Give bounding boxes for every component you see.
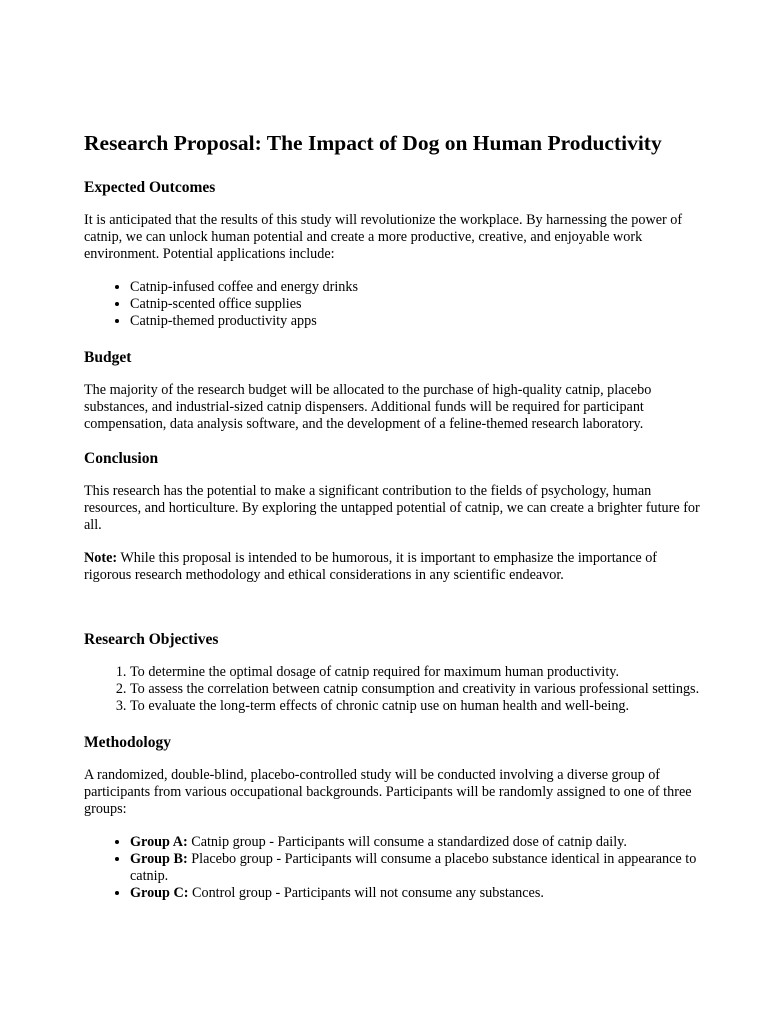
group-text: Catnip group - Participants will consume a standardized dose of catnip daily.	[187, 834, 627, 850]
list-item	[130, 851, 704, 885]
note-paragraph	[84, 550, 704, 584]
expected-outcomes-paragraph: It is anticipated that the results of this study will revolutionize the workplace. By harnessing the power of catnip, we can unlock human potential and create a more productive, creative, and enjoyable work environment. Potential applications include:	[84, 212, 683, 262]
list-item: • Catnip-infused coffee and energy drinks	[130, 279, 704, 296]
group-label: Group A:	[130, 834, 188, 850]
applications-list	[84, 279, 704, 330]
list-item	[130, 885, 704, 902]
budget-paragraph: The majority of the research budget will be allocated to the purchase of high-quality catnip, placebo substances, and industrial-sized catnip dispensers. Additional funds will be required for participant compensation, data analysis software, and the development of a feline-themed research laboratory.	[84, 382, 652, 432]
list-item: 1. To determine the optimal dosage of catnip required for maximum human productivity.	[130, 664, 704, 681]
list-item: 2. To assess the correlation between catnip consumption and creativity in various professional settings.	[130, 681, 704, 698]
list-item	[130, 834, 704, 851]
conclusion-heading: Conclusion	[84, 450, 159, 467]
note-label: Note:	[84, 550, 118, 566]
group-label: Group B:	[130, 851, 188, 867]
research-objectives-heading: Research Objectives	[84, 631, 219, 648]
objectives-list	[84, 664, 704, 715]
list-item: • Catnip-themed productivity apps	[130, 313, 704, 330]
group-label: Group C:	[130, 885, 189, 901]
section-gap	[84, 600, 704, 630]
list-item: • Catnip-scented office supplies	[130, 296, 704, 313]
note-text: While this proposal is intended to be humorous, it is important to emphasize the importance of rigorous research methodology and ethical considerations in any scientific endeavor.	[84, 550, 658, 583]
methodology-paragraph: A randomized, double-blind, placebo-controlled study will be conducted involving a diverse group of participants from various occupational backgrounds. Participants will be randomly assigned to one of three groups:	[84, 767, 692, 817]
group-text: Control group - Participants will not consume any substances.	[188, 885, 544, 901]
groups-list	[84, 834, 704, 902]
list-item: 3. To evaluate the long-term effects of chronic catnip use on human health and well-being.	[130, 698, 704, 715]
document-page	[84, 131, 704, 920]
methodology-heading: Methodology	[84, 734, 171, 751]
expected-outcomes-heading: Expected Outcomes	[84, 179, 216, 196]
budget-heading: Budget	[84, 349, 132, 366]
group-text: Placebo group - Participants will consume a placebo substance identical in appearance to catnip.	[130, 851, 697, 884]
conclusion-paragraph: This research has the potential to make a significant contribution to the fields of psychology, human resources, and horticulture. By exploring the untapped potential of catnip, we can create a brighter future for all.	[84, 483, 700, 533]
document-title: Research Proposal: The Impact of Dog on Human Productivity	[84, 131, 662, 155]
